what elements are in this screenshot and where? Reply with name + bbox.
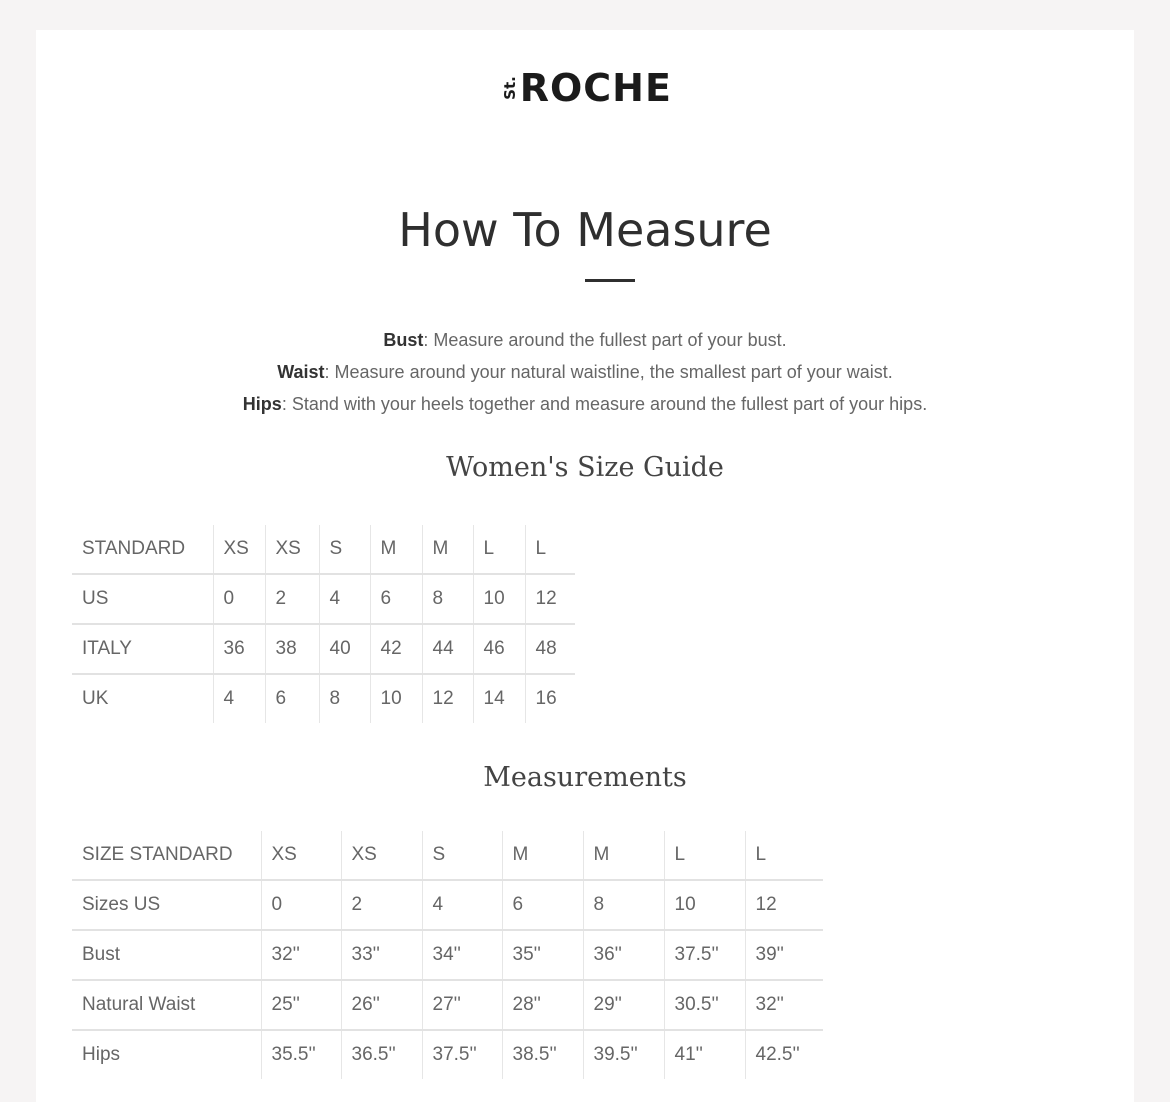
table-cell: 32'' [261, 930, 341, 980]
table-header-row [72, 525, 575, 574]
table-cell: 36.5'' [341, 1030, 422, 1079]
table-header-cell: L [745, 831, 823, 880]
table-header-label: STANDARD [72, 525, 213, 574]
table-cell: 6 [370, 574, 422, 624]
row-label: US [72, 574, 213, 624]
brand-logo-prefix: St. [500, 76, 519, 100]
table-header-cell: XS [341, 831, 422, 880]
table-cell: 29'' [583, 980, 664, 1030]
table-row [72, 980, 823, 1030]
table-cell: 4 [422, 880, 502, 930]
table-header-cell: XS [265, 525, 319, 574]
row-label: Natural Waist [72, 980, 261, 1030]
definition-text: : Measure around your natural waistline, the smallest part of your waist. [324, 362, 893, 382]
measurements-table-body [72, 831, 823, 1079]
definition-text: : Stand with your heels together and measure around the fullest part of your hips. [281, 394, 928, 414]
table-header-cell: M [583, 831, 664, 880]
table-cell: 14 [473, 674, 525, 723]
table-row [72, 624, 575, 674]
table-cell: 41'' [664, 1030, 745, 1079]
table-cell: 6 [265, 674, 319, 723]
measurements-title: Measurements [483, 762, 687, 793]
table-header-cell: XS [213, 525, 265, 574]
table-cell: 16 [535, 688, 557, 709]
definition-bust [36, 324, 1134, 356]
table-cell: 36'' [583, 930, 664, 980]
measurements-table [72, 831, 823, 1079]
table-header-cell: S [319, 525, 370, 574]
table-header-cell: M [502, 831, 583, 880]
table-cell: 36 [213, 624, 265, 674]
brand-logo-name: ROCHE [519, 66, 672, 110]
brand-logo [36, 66, 1134, 110]
table-cell: 39.5'' [583, 1030, 664, 1079]
table-header-cell: S [422, 831, 502, 880]
page-title: How To Measure [398, 203, 772, 257]
table-cell: 4 [213, 674, 265, 723]
size-guide-title: Women's Size Guide [446, 452, 724, 483]
measurement-definitions [36, 324, 1134, 420]
table-cell: 10 [473, 574, 525, 624]
table-cell: 30.5'' [664, 980, 745, 1030]
table-cell: 32'' [745, 980, 823, 1030]
definition-term: Bust [383, 330, 424, 350]
size-guide-table [72, 525, 575, 723]
table-cell: 40 [319, 624, 370, 674]
table-cell: 44 [422, 624, 473, 674]
table-header-cell: L [525, 525, 575, 574]
table-header-cell: XS [261, 831, 341, 880]
table-cell: 12 [525, 574, 575, 624]
definition-waist [36, 356, 1134, 388]
title-divider [585, 279, 635, 282]
table-row [72, 930, 823, 980]
table-cell: 4 [319, 574, 370, 624]
table-cell: 25'' [261, 980, 341, 1030]
table-cell: 26'' [341, 980, 422, 1030]
table-cell: 8 [422, 574, 473, 624]
table-row [72, 880, 823, 930]
table-cell: 42.5'' [755, 1044, 800, 1065]
table-row [72, 674, 575, 723]
table-cell: 42 [370, 624, 422, 674]
row-label: UK [72, 674, 213, 723]
table-cell: 2 [265, 574, 319, 624]
table-cell: 38.5'' [502, 1030, 583, 1079]
table-cell: 8 [583, 880, 664, 930]
definition-text: : Measure around the fullest part of your bust. [423, 330, 787, 350]
row-label: ITALY [72, 624, 213, 674]
table-cell: 10 [664, 880, 745, 930]
table-cell: 28'' [502, 980, 583, 1030]
size-guide-table-body [72, 525, 575, 723]
table-cell: 37.5'' [664, 930, 745, 980]
table-cell: 35.5'' [261, 1030, 341, 1079]
definition-term: Hips [242, 394, 282, 414]
table-row [72, 1030, 823, 1079]
table-cell: 0 [213, 574, 265, 624]
table-cell: 46 [473, 624, 525, 674]
table-cell: 8 [319, 674, 370, 723]
table-cell: 34'' [422, 930, 502, 980]
table-cell: 6 [502, 880, 583, 930]
row-label: Bust [72, 930, 261, 980]
table-cell: 0 [261, 880, 341, 930]
definition-term: Waist [277, 362, 325, 382]
table-header-row [72, 831, 823, 880]
table-header-cell: M [370, 525, 422, 574]
table-cell: 35'' [502, 930, 583, 980]
table-header-cell: L [664, 831, 745, 880]
table-cell: 37.5'' [422, 1030, 502, 1079]
table-cell: 33'' [341, 930, 422, 980]
table-row [72, 574, 575, 624]
table-cell: 39'' [745, 930, 823, 980]
table-cell: 12 [745, 880, 823, 930]
table-header-cell: L [473, 525, 525, 574]
size-guide-card [36, 30, 1134, 1102]
table-cell: 2 [341, 880, 422, 930]
table-cell: 12 [422, 674, 473, 723]
table-cell: 48 [525, 624, 575, 674]
table-cell: 27'' [422, 980, 502, 1030]
table-header-cell: M [422, 525, 473, 574]
row-label: Sizes US [72, 880, 261, 930]
table-header-label: SIZE STANDARD [72, 831, 261, 880]
table-cell: 10 [370, 674, 422, 723]
table-cell: 38 [265, 624, 319, 674]
definition-hips [36, 388, 1134, 420]
row-label: Hips [72, 1030, 261, 1079]
